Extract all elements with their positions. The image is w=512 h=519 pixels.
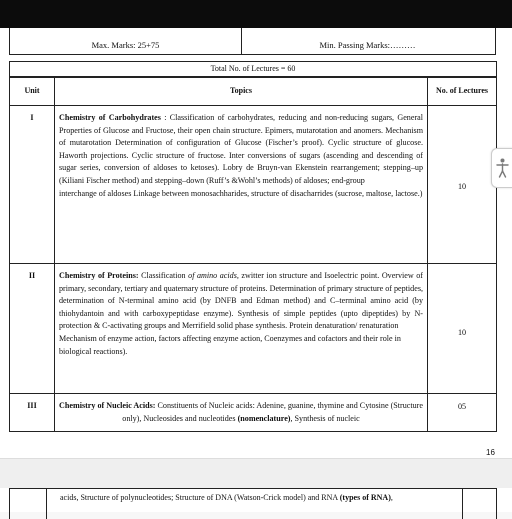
unit-text-italic: of amino acids,	[188, 271, 239, 280]
header-lectures: No. of Lectures	[428, 77, 497, 106]
unit-text: zwitter ion structure and Isoelectric point. Overview of primary, secondary, tertiary and quaternary structure of proteins. Determination of primary structure of peptides, determination of N-terminal amino acid (by DNFB and Edman method) and C–terminal amino acid (by thiohydantoin and with carboxypeptidase enzyme). Synthesis of simple peptides (upto dipeptides) by N-protection & C-activating groups and Merrifield solid phase synthesis. Protein denaturation/ renaturation	[59, 271, 424, 331]
unit-text: : Classification of carbohydrates, reducing and non-reducing sugars, General Properties of Glucose and Fructose, their open chain structure. Epimers, mutarotation and anomers. Mechanism of mutarotation Determination of configuration of Glucose (Fischer’s proof). Cyclic structure of glucose. Haworth projections. Cyclic structure of fructose. Inter conversions of sugars (ascending and descending of sugar series, conversion of aldoses to ketoses). Lobry de Bruyn-van Ekenstein rearrangement; stepping–up (Kiliani Fischer method) and stepping–down (Ruff’s &Wohl’s methods) of aldoses; end-group	[59, 113, 423, 185]
max-marks: Max. Marks: 25+75	[9, 28, 242, 55]
page-number: 16	[486, 448, 495, 457]
accessibility-widget[interactable]	[491, 148, 512, 188]
unit-title: Chemistry of Nucleic Acids:	[59, 401, 156, 410]
marks-row	[9, 28, 496, 54]
next-page-text	[60, 493, 393, 502]
top-dark-bar	[0, 0, 512, 28]
unit-title: Chemistry of Proteins:	[59, 271, 139, 280]
table-row	[10, 264, 497, 394]
lecture-count: 05	[457, 402, 467, 411]
page-gap	[0, 458, 512, 489]
unit-topics	[55, 106, 428, 264]
table-header-row	[10, 77, 497, 106]
unit-number: II	[10, 264, 55, 394]
column-divider	[462, 489, 463, 519]
syllabus-table	[9, 76, 497, 432]
header-topics: Topics	[55, 77, 428, 106]
unit-text: Classification	[138, 271, 189, 280]
unit-text: Constituents of Nucleic acids: Adenine, guanine, thymine and Cytosine (Structure only), Nucleosides and nucleotides	[122, 401, 423, 423]
unit-lectures	[428, 394, 497, 432]
table-row	[10, 394, 497, 432]
unit-text-extra: Mechanism of enzyme action, factors affecting enzyme action, Coenzymes and cofactors and their role in biological reactions).	[59, 333, 401, 356]
next-page-table	[9, 488, 497, 519]
column-divider	[46, 489, 47, 519]
next-text-bold: (types of RNA)	[339, 493, 391, 502]
unit-text-extra: interchange of aldoses Linkage between monosachharides, structure of disacharrides (sucrose, maltose, lactose.)	[59, 188, 423, 198]
unit-lectures	[428, 106, 497, 264]
lecture-count: 10	[457, 328, 467, 337]
next-text-a: acids, Structure of polynucleotides; Structure of DNA (Watson-Crick model) and RNA	[60, 493, 340, 502]
header-unit: Unit	[10, 77, 55, 106]
unit-text-bold: (nomenclature)	[237, 413, 291, 423]
unit-topics	[55, 264, 428, 394]
unit-number: I	[10, 106, 55, 264]
next-page	[0, 488, 512, 512]
unit-number: III	[10, 394, 55, 432]
accessibility-icon	[492, 149, 512, 187]
lecture-count: 10	[457, 182, 467, 191]
unit-lectures	[428, 264, 497, 394]
table-row	[10, 106, 497, 264]
min-passing-marks: Min. Passing Marks:………	[240, 28, 496, 55]
next-text-c: ,	[390, 493, 393, 502]
unit-title: Chemistry of Carbohydrates	[59, 113, 161, 122]
unit-topics	[55, 394, 428, 432]
unit-text: , Synthesis of nucleic	[290, 413, 360, 423]
total-lectures: Total No. of Lectures = 60	[9, 61, 497, 78]
